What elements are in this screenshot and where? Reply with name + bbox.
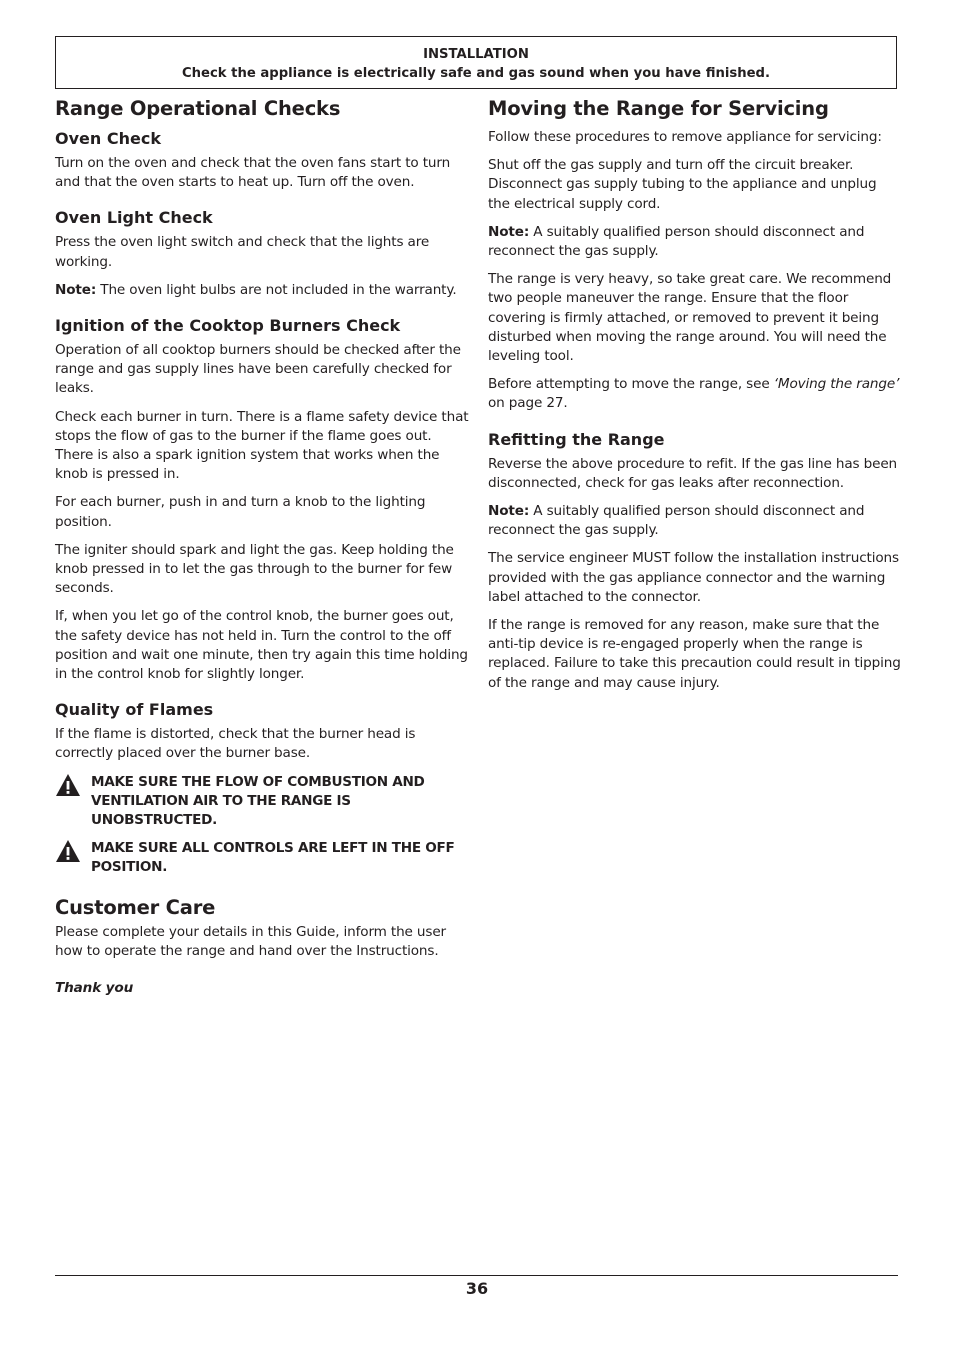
refit-p1: Reverse the above procedure to refit. If the gas line has been disconnected, check for gas leaks after reconnection.: [488, 455, 898, 491]
note-label: Note:: [488, 503, 530, 520]
installation-banner: [55, 36, 897, 89]
moving-range-reference: ‘Moving the range’: [773, 376, 900, 393]
thank-you: Thank you: [55, 980, 134, 997]
note-label: Note:: [55, 281, 97, 298]
moving-p4: [488, 375, 902, 413]
ignition-heading: Ignition of the Cooktop Burners Check: [55, 316, 401, 336]
section-heading-range-checks: Range Operational Checks: [55, 97, 341, 120]
warning-triangle-icon: [55, 839, 81, 863]
warning-airflow-text: MAKE SURE THE FLOW OF COMBUSTION AND VENTILATION AIR TO THE RANGE IS UNOBSTRUCTED.: [91, 773, 425, 829]
refit-p3: If the range is removed for any reason, make sure that the anti-tip device is re-engaged properly when the range is replaced. Failure to take this precaution could result in tipping of the range and may cause injury.: [488, 617, 901, 691]
page-number: 36: [465, 1279, 489, 1298]
refitting-heading: Refitting the Range: [488, 429, 665, 449]
moving-p4-pre: Before attempting to move the range, see: [488, 376, 774, 393]
section-heading-customer-care: Customer Care: [55, 895, 216, 919]
customer-care-text: Please complete your details in this Guide, inform the user how to operate the range and hand over the Instructions.: [55, 923, 446, 959]
oven-light-heading: Oven Light Check: [55, 208, 213, 228]
flames-text: If the flame is distorted, check that the burner head is correctly placed over the burner base.: [55, 726, 416, 762]
ignition-p3: For each burner, push in and turn a knob to the lighting position.: [55, 494, 426, 530]
ignition-p5: If, when you let go of the control knob, the burner goes out, the safety device has not held in. Turn the control to the off position and wait one minute, then try again this time holding in the control knob for slightly longer.: [55, 608, 468, 683]
refit-note: [488, 502, 902, 540]
note-text: A suitably qualified person should disconnect and reconnect the gas supply.: [488, 503, 865, 539]
thank-you-line: [55, 979, 469, 998]
section-heading-moving-range: Moving the Range for Servicing: [488, 97, 829, 120]
note-label: Note:: [488, 223, 530, 240]
left-column: [55, 96, 469, 1007]
oven-check-text: Turn on the oven and check that the oven fans start to turn and that the oven starts to heat up. Turn off the oven.: [55, 155, 451, 191]
warning-airflow: [55, 773, 469, 831]
banner-title: INSTALLATION: [423, 47, 529, 62]
moving-p2: Shut off the gas supply and turn off the circuit breaker. Disconnect gas supply tubing to the appliance and unplug the electrical supply cord.: [488, 157, 877, 212]
warning-triangle-icon: [55, 773, 81, 797]
warning-controls: [55, 839, 469, 877]
ignition-p2: Check each burner in turn. There is a flame safety device that stops the flow of gas to the burner if the flame goes out. There is also a spark ignition system that works when the knob is pressed in.: [55, 408, 469, 483]
refit-p2: The service engineer MUST follow the installation instructions provided with the gas appliance connector and the warning label attached to the connector.: [488, 550, 899, 605]
ignition-p1: Operation of all cooktop burners should be checked after the range and gas supply lines have been carefully checked for leaks.: [55, 342, 461, 397]
flames-heading: Quality of Flames: [55, 700, 214, 720]
oven-light-note: [55, 281, 469, 300]
footer-divider: [55, 1275, 898, 1276]
moving-p4-post: on page 27.: [488, 395, 568, 412]
moving-p3: The range is very heavy, so take great care. We recommend two people maneuver the range. Ensure that the floor covering is firmly attached, or removed to prevent it being disturbed when moving the range around. You will need the leveling tool.: [488, 271, 892, 365]
ignition-p4: The igniter should spark and light the gas. Keep holding the knob pressed in to let the gas through to the burner for few seconds.: [55, 541, 454, 597]
moving-p1: Follow these procedures to remove appliance for servicing:: [488, 129, 882, 145]
oven-light-text: Press the oven light switch and check that the lights are working.: [55, 234, 430, 270]
note-text: The oven light bulbs are not included in the warranty.: [96, 281, 457, 298]
banner-subtitle: Check the appliance is electrically safe and gas sound when you have finished.: [181, 66, 771, 81]
oven-check-heading: Oven Check: [55, 129, 161, 148]
right-column: [488, 96, 902, 702]
note-text: A suitably qualified person should disconnect and reconnect the gas supply.: [488, 223, 865, 260]
warning-controls-text: MAKE SURE ALL CONTROLS ARE LEFT IN THE OFF POSITION.: [91, 840, 455, 876]
moving-note: [488, 223, 902, 261]
